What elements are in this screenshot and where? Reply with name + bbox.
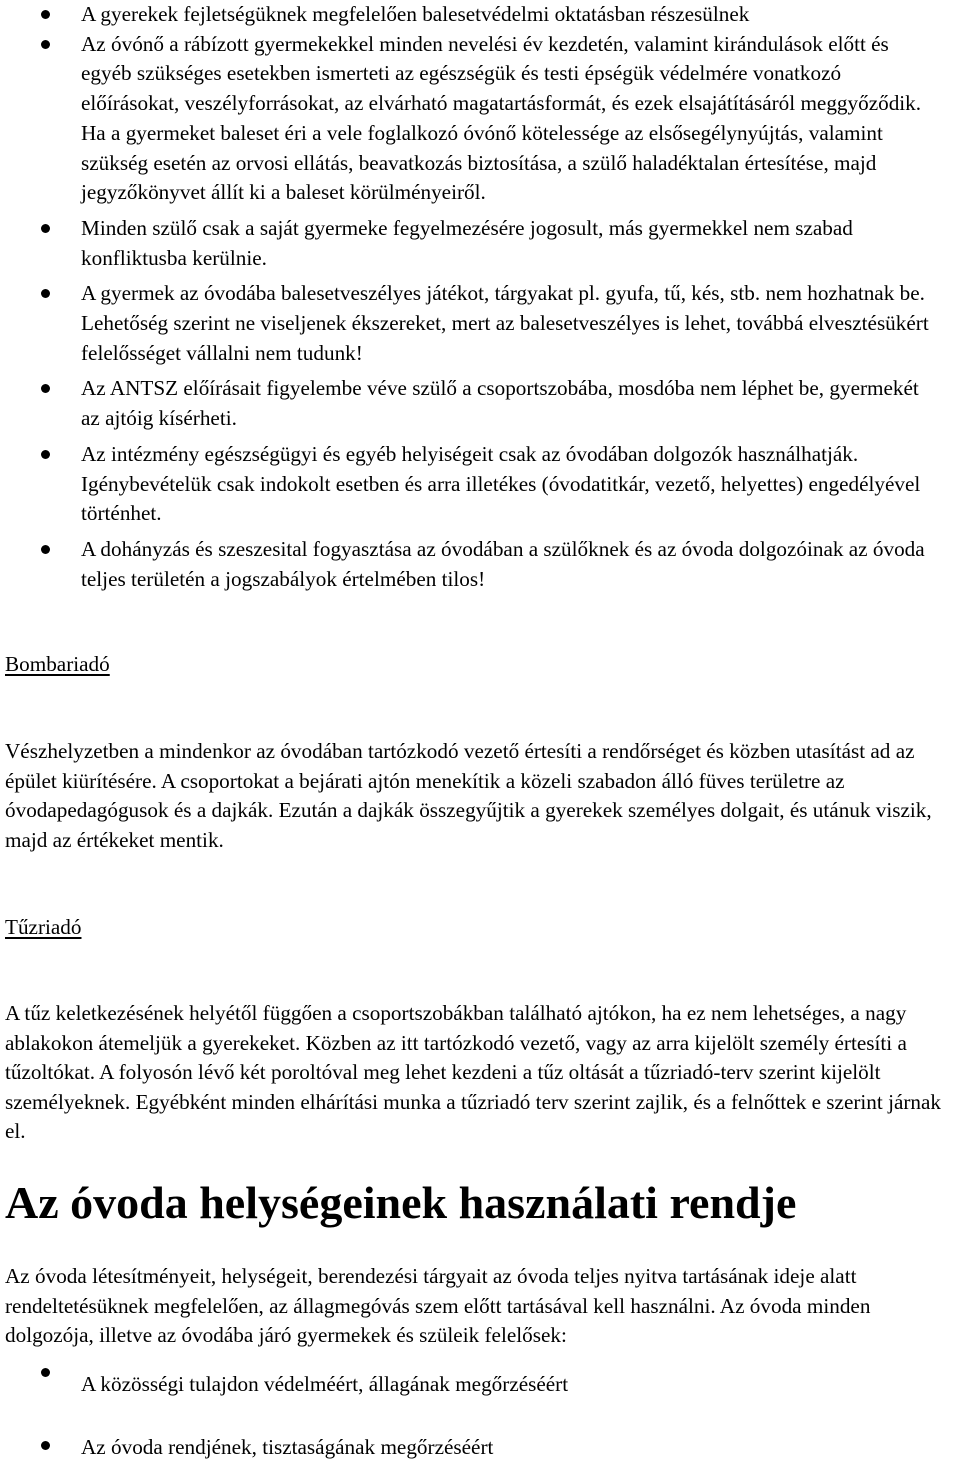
list-item [0,214,960,273]
list-item [0,374,960,433]
list-item [0,1433,960,1462]
bullet-icon [41,289,50,298]
list-item [0,279,960,368]
list-item [0,535,960,594]
list-item [0,440,960,529]
list-item-text: Minden szülő csak a saját gyermeke fegyelmezésére jogosult, más gyermekkel nem szabad konfliktusba kerülnie. [81,215,853,270]
bullet-icon [41,10,50,19]
list-item-text: Az intézmény egészségügyi és egyéb helyiségeit csak az óvodában dolgozók használhatják. Igénybevételük csak indokolt esetben és arra illetékes (óvodatitkár, vezető, helyettes) engedélyével történhet. [81,441,921,526]
list-item-text: A közösségi tulajdon védelméért, állagának megőrzéséért [81,1372,569,1396]
list-item-text: Az óvónő a rábízott gyermekekkel minden nevelési év kezdetén, valamint kirándulások előtt és egyéb szükséges esetekben ismerteti az egészségük és testi épségük védelmére vonatkozó előírásokat, veszélyforrásokat, az elvárható magatartásformát, és ezek elsajátításáról meggyőződik. Ha a gyermeket baleset éri a vele foglalkozó óvónő kötelessége az elsősegélynyújtás, valamint szükség esetén az orvosi ellátás, beavatkozás biztosítása, a szülő haladéktalan értesítése, majd jegyzőkönyvet állít ki a baleset körülményeiről. [81,31,922,205]
bullet-icon [41,545,50,554]
section-title: Az óvoda helységeinek használati rendje [5,1177,797,1228]
bomb-alert-text: Vészhelyzetben a mindenkor az óvodában tartózkodó vezető értesíti a rendőrséget és közben utasítást ad az épület kiürítésére. A csoportokat a bejárati ajtón menekítik a közeli szabadon álló füves területre az óvodapedagógusok és a dajkák. Ezután a dajkák összegyűjtik a gyerekek személyes dolgait, és utánuk viszik, majd az értékeket mentik. [5,739,932,852]
list-item [0,30,960,208]
bullet-icon [41,1368,50,1377]
bomb-alert-heading: Bombariadó [5,652,110,676]
list-item [0,0,960,30]
bullet-icon [41,224,50,233]
bullet-icon [41,384,50,393]
bullet-icon [41,1441,50,1450]
section-intro: Az óvoda létesítményeit, helységeit, berendezési tárgyait az óvoda teljes nyitva tartásának ideje alatt rendeltetésüknek megfelelően, az állagmegóvás szem előtt tartásával kell használni. Az óvoda minden dolgozója, illetve az óvodába járó gyermekek és szüleik felelősek: [5,1264,871,1348]
list-item-text: Az ANTSZ előírásait figyelembe véve szülő a csoportszobába, mosdóba nem léphet be, gyermekét az ajtóig kísérheti. [81,376,919,431]
list-item [0,1370,960,1399]
list-item-text: Az óvoda rendjének, tisztaságának megőrzéséért [81,1435,494,1459]
list-item-text: A gyerekek fejletségüknek megfelelően balesetvédelmi oktatásban részesülnek [81,2,750,26]
list-item-text: A dohányzás és szeszesital fogyasztása az óvodában a szülőknek és az óvoda dolgozóinak az óvoda teljes területén a jogszabályok értelmében tilos! [81,536,925,591]
bullet-icon [41,450,50,459]
bullet-icon [41,40,50,49]
fire-alert-text: A tűz keletkezésének helyétől függően a csoportszobákban található ajtókon, ha ez nem lehetséges, a nagy ablakokon átemeljük a gyerekeket. Közben az itt tartózkodó vezető, vagy az arra kijelölt személy értesíti a tűzoltókat. A folyosón lévő két poroltóval meg lehet kezdeni a tűz oltását a tűzriadó-terv szerint kijelölt személyeknek. Egyébként minden elhárítási munka a tűzriadó terv szerint zajlik, és a felnőttek e szerint járnak el. [5,1001,942,1144]
list-item-text: A gyermek az óvodába balesetveszélyes játékot, tárgyakat pl. gyufa, tű, kés, stb. nem hozhatnak be. Lehetőség szerint ne viseljenek ékszereket, mert az balesetveszélyes is lehet, továbbá elvesztésükért felelősséget vállalni nem tudunk! [81,281,929,365]
responsibility-list [0,1370,960,1462]
rules-bullet-list [0,0,960,594]
fire-alert-heading: Tűzriadó [5,915,82,939]
